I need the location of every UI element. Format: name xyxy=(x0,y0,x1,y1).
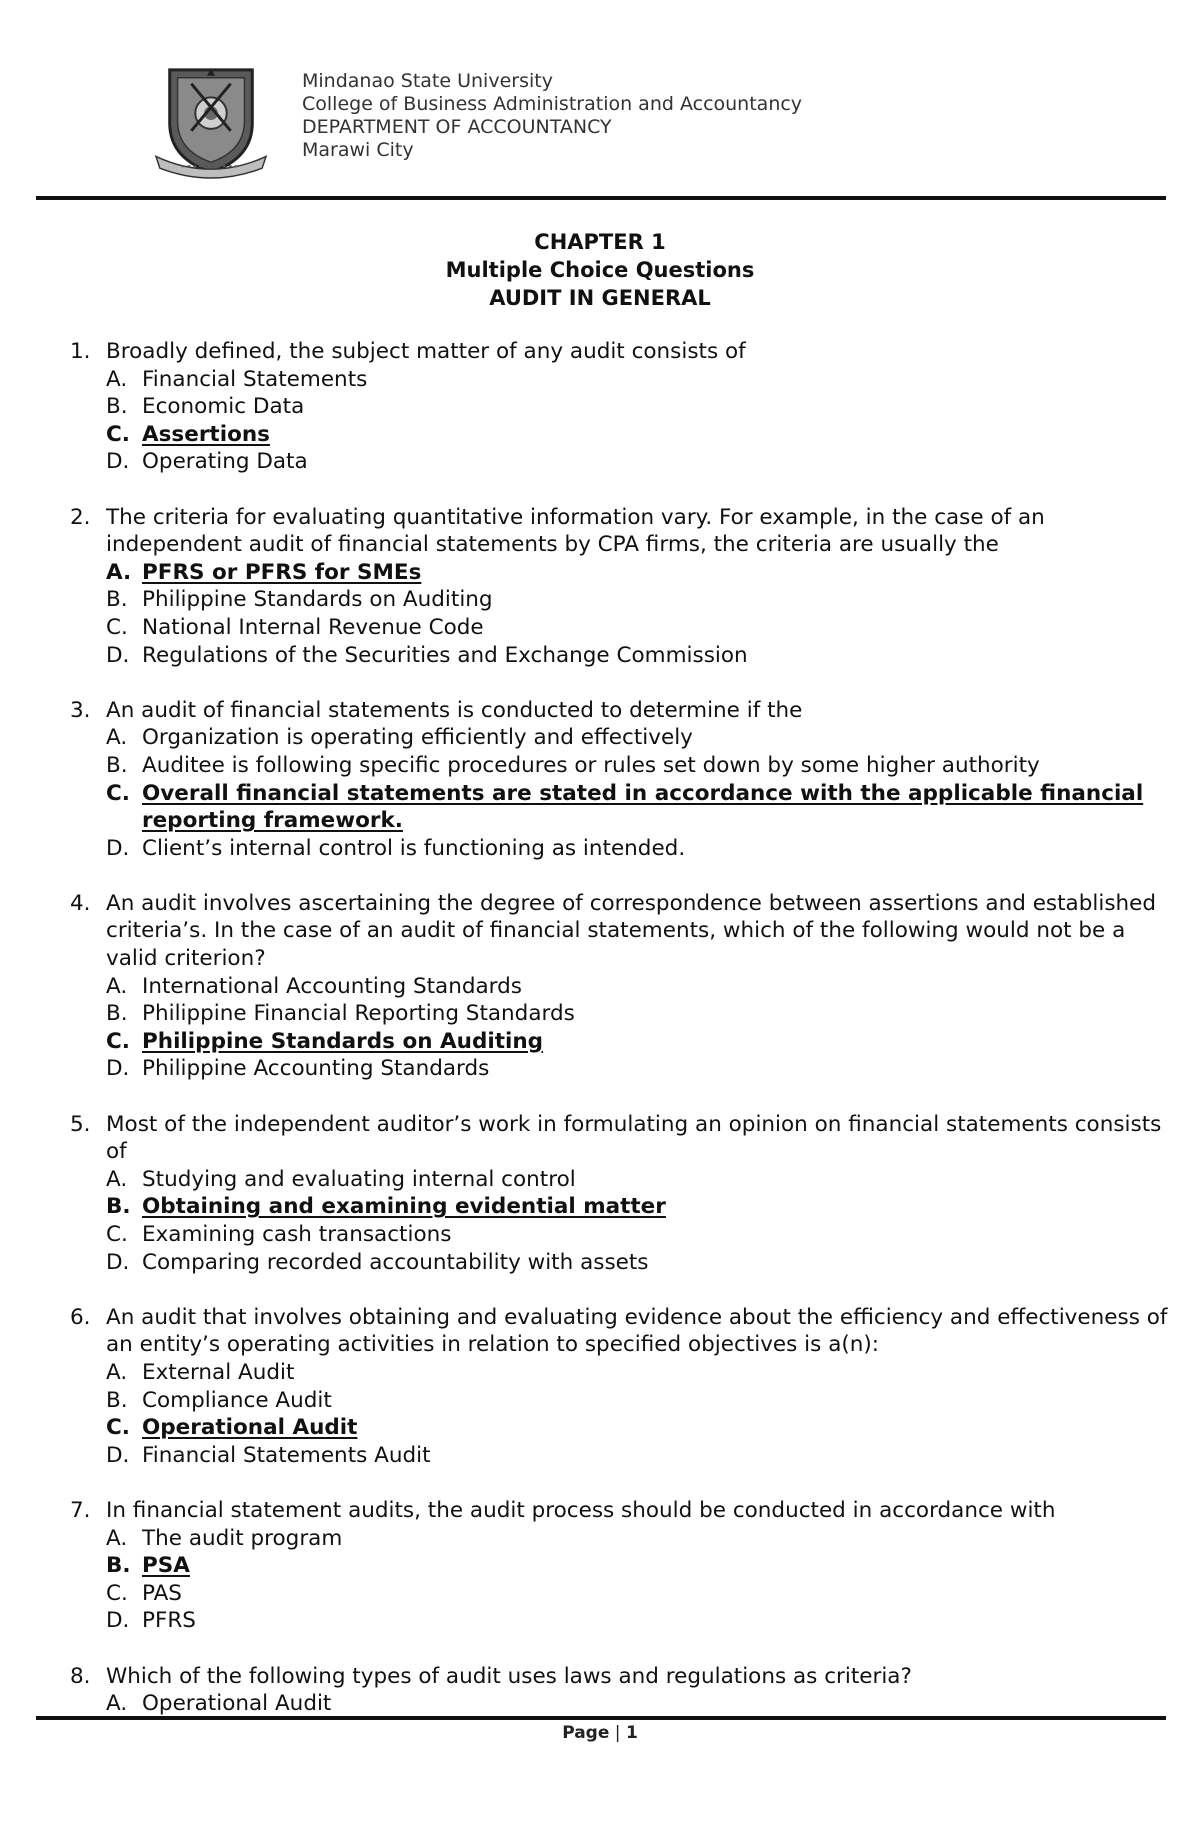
chapter-title: CHAPTER 1 xyxy=(534,230,666,254)
question-item xyxy=(70,1663,1180,1718)
option-letter: C. xyxy=(106,780,130,806)
option-letter: B. xyxy=(106,394,128,420)
option-letter: A. xyxy=(106,973,128,999)
answer-option xyxy=(106,724,1180,752)
answer-option xyxy=(106,1525,1180,1553)
option-letter: B. xyxy=(106,587,128,613)
header-divider xyxy=(36,196,1166,200)
chapter-subtitle: Multiple Choice Questions xyxy=(445,258,755,282)
answer-option xyxy=(106,614,1180,642)
option-text: Assertions xyxy=(142,421,270,447)
option-text: PSA xyxy=(142,1553,190,1579)
option-letter: D. xyxy=(106,1442,130,1468)
question-item xyxy=(70,504,1180,670)
answer-option-correct xyxy=(106,1414,1180,1442)
option-letter: C. xyxy=(106,1580,128,1606)
question-number: 7. xyxy=(70,1497,91,1523)
option-text: Examining cash transactions xyxy=(142,1222,452,1247)
option-letter: C. xyxy=(106,1415,130,1441)
question-number: 3. xyxy=(70,697,91,723)
option-text: The audit program xyxy=(142,1525,343,1551)
answer-option xyxy=(106,1580,1180,1608)
option-text: Organization is operating efficiently and effectively xyxy=(142,725,693,751)
option-letter: A. xyxy=(106,559,132,585)
option-text: Philippine Standards on Auditing xyxy=(142,1028,544,1054)
answer-option xyxy=(106,1249,1180,1277)
question-list xyxy=(70,338,1180,1745)
option-text: Philippine Accounting Standards xyxy=(142,1056,490,1082)
option-text: Comparing recorded accountability with assets xyxy=(142,1249,649,1275)
question-item xyxy=(70,1497,1180,1635)
footer-divider xyxy=(36,1716,1166,1720)
option-text: Overall financial statements are stated in accordance with the applicable financial reporting framework. xyxy=(142,780,1144,834)
question-stem: Broadly defined, the subject matter of any audit consists of xyxy=(106,339,746,364)
option-letter: A. xyxy=(106,1525,128,1551)
option-text: National Internal Revenue Code xyxy=(142,614,484,640)
question-stem: An audit involves ascertaining the degree of correspondence between assertions and established criteria’s. In the case of an audit of financial statements, which of the following would not be a valid criterion? xyxy=(106,890,1157,972)
option-letter: A. xyxy=(106,366,128,392)
option-letter: D. xyxy=(106,1056,130,1082)
option-letter: C. xyxy=(106,1222,128,1247)
option-letter: B. xyxy=(106,1001,128,1027)
option-text: International Accounting Standards xyxy=(142,973,522,999)
option-letter: A. xyxy=(106,725,128,751)
question-stem: The criteria for evaluating quantitative information vary. For example, in the case of an independent audit of financial statements by CPA firms, the criteria are usually the xyxy=(106,504,1045,558)
option-text: Philippine Standards on Auditing xyxy=(142,587,493,613)
answer-option xyxy=(106,973,1180,1001)
answer-option-correct xyxy=(106,559,1180,587)
option-letter: B. xyxy=(106,752,128,778)
title-block xyxy=(0,228,1200,312)
option-letter: C. xyxy=(106,1028,130,1054)
answer-option-correct xyxy=(106,1028,1180,1056)
option-text: Operating Data xyxy=(142,449,308,475)
option-text: Operational Audit xyxy=(142,1415,358,1441)
option-letter: B. xyxy=(106,1553,131,1579)
question-number: 2. xyxy=(70,504,91,530)
option-text: Obtaining and examining evidential matter xyxy=(142,1194,666,1220)
page-number: 1 xyxy=(625,1723,638,1743)
question-number: 8. xyxy=(70,1663,91,1689)
option-letter: B. xyxy=(106,1194,131,1220)
answer-option xyxy=(106,1387,1180,1415)
option-letter: D. xyxy=(106,835,130,861)
question-stem: Which of the following types of audit uses laws and regulations as criteria? xyxy=(106,1663,912,1689)
question-stem: An audit of financial statements is conducted to determine if the xyxy=(106,697,803,723)
question-stem: Most of the independent auditor’s work in formulating an opinion on financial statements consists of xyxy=(106,1111,1162,1165)
option-text: Operational Audit xyxy=(142,1691,332,1717)
university-seal-icon xyxy=(152,62,270,180)
option-text: Compliance Audit xyxy=(142,1387,332,1413)
answer-option xyxy=(106,586,1180,614)
option-letter: C. xyxy=(106,614,128,640)
page-footer xyxy=(0,1723,1200,1743)
option-text: Economic Data xyxy=(142,394,305,420)
option-letter: D. xyxy=(106,449,130,475)
question-item xyxy=(70,890,1180,1083)
page-separator: | xyxy=(614,1723,621,1743)
letterhead xyxy=(150,60,1050,190)
question-item xyxy=(70,1304,1180,1470)
option-text: Financial Statements Audit xyxy=(142,1442,431,1468)
option-letter: D. xyxy=(106,1608,130,1634)
option-text: Studying and evaluating internal control xyxy=(142,1166,576,1192)
option-letter: A. xyxy=(106,1691,128,1717)
option-letter: A. xyxy=(106,1166,128,1192)
answer-option xyxy=(106,366,1180,394)
department-name: DEPARTMENT OF ACCOUNTANCY xyxy=(302,116,612,138)
answer-option xyxy=(106,1607,1180,1635)
option-text: External Audit xyxy=(142,1359,295,1385)
option-text: PFRS or PFRS for SMEs xyxy=(142,559,422,585)
option-letter: C. xyxy=(106,421,130,447)
question-stem: In financial statement audits, the audit process should be conducted in accordance with xyxy=(106,1497,1056,1523)
answer-option xyxy=(106,448,1180,476)
option-text: Philippine Financial Reporting Standards xyxy=(142,1001,575,1027)
option-letter: D. xyxy=(106,642,130,668)
answer-option xyxy=(106,1000,1180,1028)
option-text: PFRS xyxy=(142,1608,196,1634)
option-text: Auditee is following specific procedures or rules set down by some higher authority xyxy=(142,752,1040,778)
question-stem: An audit that involves obtaining and evaluating evidence about the efficiency and effectiveness of an entity’s operating activities in relation to specified objectives is a(n): xyxy=(106,1304,1168,1358)
answer-option xyxy=(106,1690,1180,1718)
answer-option-correct xyxy=(106,780,1180,835)
option-text: Regulations of the Securities and Exchange Commission xyxy=(142,642,748,668)
answer-option-correct xyxy=(106,1193,1180,1221)
answer-option-correct xyxy=(106,421,1180,449)
city-name: Marawi City xyxy=(302,139,414,161)
question-item xyxy=(70,338,1180,476)
question-number: 4. xyxy=(70,890,91,916)
page-label: Page xyxy=(562,1723,610,1743)
answer-option xyxy=(106,752,1180,780)
option-text: Financial Statements xyxy=(142,366,368,392)
answer-option xyxy=(106,1055,1180,1083)
answer-option xyxy=(106,393,1180,421)
chapter-topic: AUDIT IN GENERAL xyxy=(489,286,711,310)
option-letter: B. xyxy=(106,1387,128,1413)
answer-option xyxy=(106,1442,1180,1470)
option-text: PAS xyxy=(142,1580,182,1606)
question-number: 5. xyxy=(70,1111,91,1137)
question-number: 1. xyxy=(70,339,91,364)
answer-option xyxy=(106,642,1180,670)
question-item xyxy=(70,697,1180,863)
question-number: 6. xyxy=(70,1304,91,1330)
university-name: Mindanao State University xyxy=(302,70,553,92)
answer-option xyxy=(106,1359,1180,1387)
answer-option xyxy=(106,1166,1180,1194)
option-text: Client’s internal control is functioning as intended. xyxy=(142,835,686,861)
option-letter: A. xyxy=(106,1359,128,1385)
answer-option-correct xyxy=(106,1552,1180,1580)
college-name: College of Business Administration and Accountancy xyxy=(302,93,803,115)
answer-option xyxy=(106,835,1180,863)
question-item xyxy=(70,1111,1180,1277)
answer-option xyxy=(106,1221,1180,1249)
option-letter: D. xyxy=(106,1249,130,1275)
